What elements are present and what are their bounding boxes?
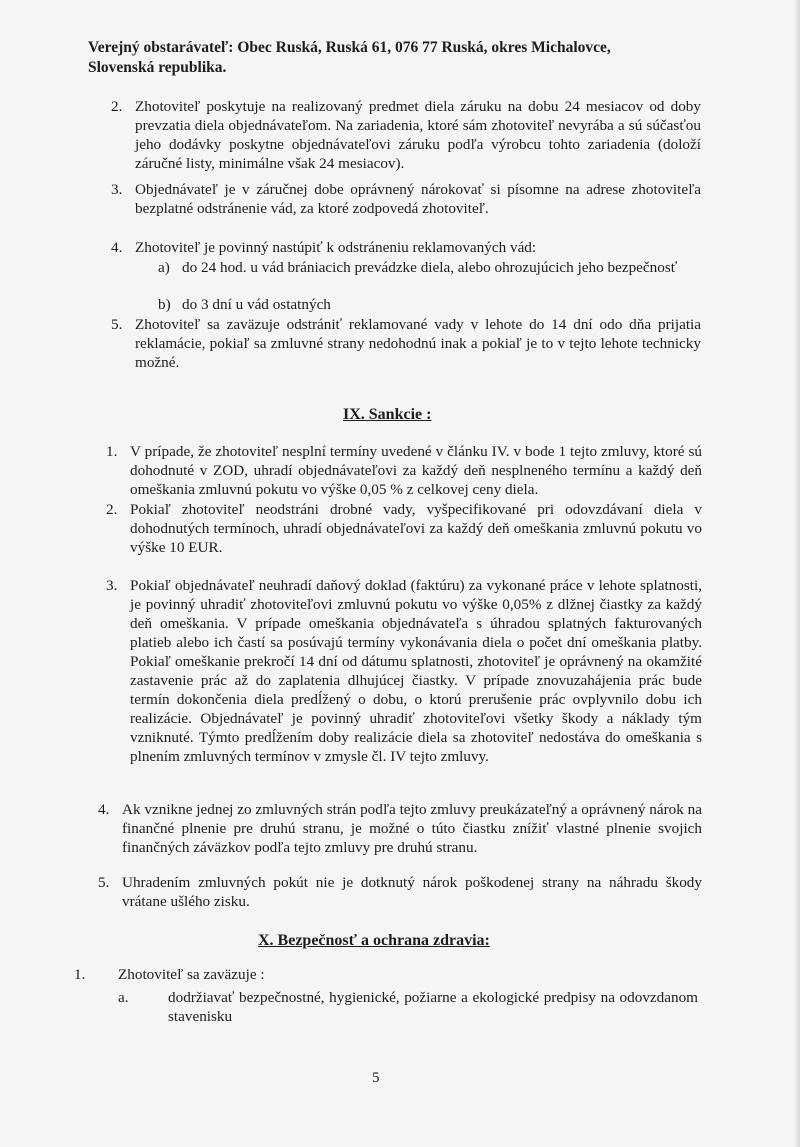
sanction-item-1 <box>106 442 702 499</box>
sub-item-text: do 24 hod. u vád brániacich prevádzke diela, alebo ohrozujúcich jeho bezpečnosť <box>182 259 678 276</box>
page-number: 5 <box>372 1070 380 1086</box>
sub-item-label: a) <box>158 259 170 276</box>
warranty-item-5 <box>111 315 701 372</box>
item-text: Zhotoviteľ sa zaväzuje : <box>118 966 265 983</box>
sanction-item-4 <box>98 800 702 857</box>
item-number: 1. <box>106 443 118 460</box>
item-number: 4. <box>111 239 123 256</box>
item-number: 2. <box>106 501 118 518</box>
item-number: 2. <box>111 98 123 115</box>
item-text: Zhotoviteľ poskytuje na realizovaný predmet diela záruku na dobu 24 mesiacov od doby prevzatia diela objednávateľom. Na zariadenia, ktoré sám zhotoviteľ nevyrába a sú súčasťou jeho dodávky poskytne objednávateľovi záruku podľa výrobcu tohto zariadenia (doloží záručné listy, minimálne však 24 mesiacov). <box>135 98 701 172</box>
safety-sub-item-a <box>118 988 698 1026</box>
item-text: Pokiaľ objednávateľ neuhradí daňový doklad (faktúru) za vykonané práce v lehote splatnosti, je povinný uhradiť zhotoviteľovi zmluvnú pokutu vo výške 0,05% z dlžnej čiastky za každý deň omeškania. V prípade omeškania objednávateľa s úhradou splatných fakturovaných platieb alebo ich častí sa posúvajú termíny vykonávania diela o počet dní omeškania platby. Pokiaľ omeškanie prekročí 14 dní od dátumu splatnosti, zhotoviteľ je oprávnený na okamžité zastavenie prác až do zaplatenia dlhujúcej čiastky. V prípade znovuzahájenia prác bude termín dokončenia diela predĺžený o dobu, o ktorú prerušenie prác ovplyvnilo dobu ich realizácie. Objednávateľ je povinný uhradiť zhotoviteľovi všetky škody a náklady tým vzniknuté. Týmto predĺžením doby realizácie diela sa zhotoviteľ nedostáva do omeškania s plnením zmluvných termínov v zmysle čl. IV tejto zmluvy. <box>130 577 702 765</box>
item-text: Zhotoviteľ sa zaväzuje odstrániť reklamované vady v lehote do 14 dní odo dňa prijatia reklamácie, pokiaľ sa zmluvné strany nedohodnú inak a pokiaľ je to v tejto lehote technicky možné. <box>135 316 701 371</box>
header-line-2: Slovenská republika. <box>88 59 227 76</box>
item-number: 4. <box>98 801 110 818</box>
header-line-1: Verejný obstarávateľ: Obec Ruská, Ruská 61, 076 77 Ruská, okres Michalovce, <box>88 39 611 56</box>
warranty-item-2 <box>111 97 701 173</box>
warranty-sub-item-a <box>158 258 702 277</box>
item-number: 3. <box>106 577 118 594</box>
warranty-item-4 <box>111 238 701 257</box>
item-number: 1. <box>74 966 86 983</box>
sanction-item-2 <box>106 500 702 557</box>
warranty-sub-item-b <box>158 295 702 314</box>
item-number: 5. <box>98 874 110 891</box>
item-text: Objednávateľ je v záručnej dobe oprávnený nárokovať si písomne na adrese zhotoviteľa bezplatné odstránenie vád, za ktoré zodpovedá zhotoviteľ. <box>135 181 701 217</box>
section-heading-sanctions: IX. Sankcie : <box>343 406 432 423</box>
safety-item-1 <box>74 965 698 984</box>
item-text: Ak vznikne jednej zo zmluvných strán podľa tejto zmluvy preukázateľný a oprávnený nárok na finančné plnenie pre druhú stranu, je možné o túto čiastku znížiť vlastné plnenie svojich finančných záväzkov podľa tejto zmluvy pre druhú stranu. <box>122 801 702 856</box>
item-text: V prípade, že zhotoviteľ nesplní termíny uvedené v článku IV. v bode 1 tejto zmluvy, ktoré sú dohodnuté v ZOD, uhradí objednávateľovi za každý deň nesplneného termínu a každý deň omeškania zmluvnú pokutu vo výške 0,05 % z celkovej ceny diela. <box>130 443 702 498</box>
sanction-item-5 <box>98 873 702 911</box>
sub-item-text: do 3 dní u vád ostatných <box>182 296 331 313</box>
page-edge-shadow <box>794 0 800 1147</box>
warranty-item-3 <box>111 180 701 218</box>
section-heading-safety: X. Bezpečnosť a ochrana zdravia: <box>258 932 490 949</box>
sub-item-label: b) <box>158 296 171 313</box>
sanction-item-3 <box>106 576 702 766</box>
contracting-authority-header <box>88 38 688 78</box>
item-number: 3. <box>111 181 123 198</box>
item-text: Zhotoviteľ je povinný nastúpiť k odstráneniu reklamovaných vád: <box>135 239 537 256</box>
item-number: 5. <box>111 316 123 333</box>
sub-item-label: a. <box>118 989 129 1006</box>
sub-item-text: dodržiavať bezpečnostné, hygienické, požiarne a ekologické predpisy na odovzdanom stavenisku <box>168 989 698 1025</box>
item-text: Pokiaľ zhotoviteľ neodstráni drobné vady, vyšpecifikované pri odovzdávaní diela v dohodnutých termínoch, uhradí objednávateľovi za každý deň omeškania zmluvnú pokutu vo výške 10 EUR. <box>130 501 702 556</box>
item-text: Uhradením zmluvných pokút nie je dotknutý nárok poškodenej strany na náhradu škody vrátane ušlého zisku. <box>122 874 702 910</box>
